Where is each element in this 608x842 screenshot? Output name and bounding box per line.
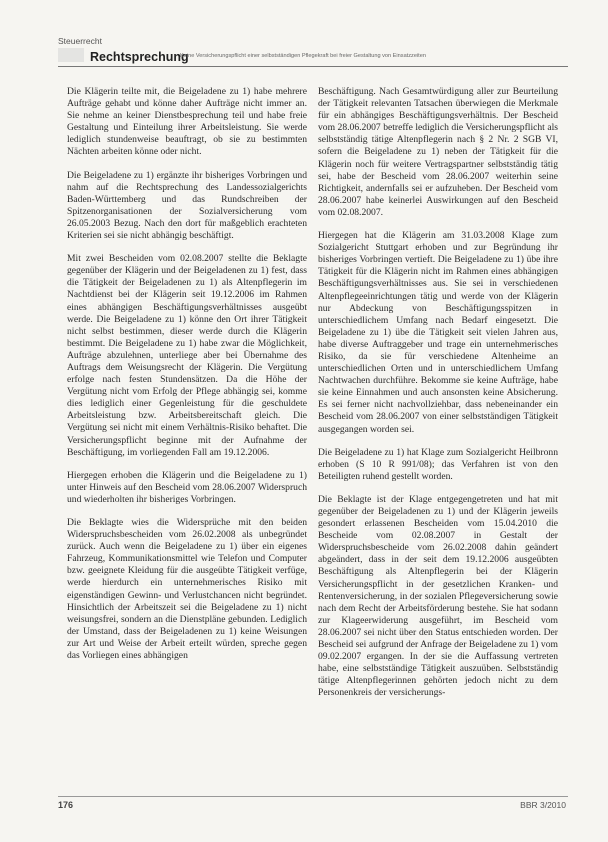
page-subtitle: Keine Versicherungspflicht einer selbstständigen Pflegekraft bei freier Gestaltung von Einsatzzeiten [180, 53, 426, 59]
page-title: Rechtsprechung [90, 50, 189, 64]
paragraph: Die Klägerin teilte mit, die Beigeladene zu 1) habe mehrere Aufträge gehabt und könne daher Aufträge nicht immer an. Sie nehme an keiner Dienstbesprechung teil und habe freie Gestaltung und Einteilung ihrer Arbeitsleistung. Sie werde lediglich stundenweise beauftragt, ob sie zu bestimmten Nächten arbeiten könne oder nicht. [67, 86, 307, 158]
paragraph: Hiergegen erhoben die Klägerin und die Beigeladene zu 1) unter Hinweis auf den Bescheid vom 28.06.2007 Widerspruch und wiederholten ihr bisheriges Vorbringen. [67, 469, 307, 505]
paragraph: Die Beigeladene zu 1) ergänzte ihr bisheriges Vorbringen und nahm auf die Rechtsprechung des Landessozialgerichts Baden-Württemberg und das Rundschreiben der Spitzenorganisationen der Sozialversicherung vom 26.05.2003 Bezug. Nach den dort für maßgeblich erachteten Kriterien sei sie nicht abhängig beschäftigt. [67, 169, 307, 242]
paragraph: Die Beklagte wies die Widersprüche mit den beiden Widerspruchsbescheiden vom 26.02.2008 als unbegründet zurück. Auch wenn die Beigeladene zu 1) über ein eigenes Fahrzeug, Kommunikationsmittel wie Telefon und Computer bzw. geeignete Kleidung für die ausgeübte Tätigkeit verfüge, werde hierdurch ein unternehmerisches Risiko mit eigenständigen Gewinn- und Verlustchancen nicht begründet. Hinsichtlich der Arbeitszeit sei die Beigeladene zu 1) nicht weisungsfrei, sondern an die Dienstpläne gebunden. Lediglich der Umstand, dass der Beigeladenen zu 1) keine Weisungen zur Art und Weise der Arbeit erteilt würden, spreche gegen das Vorliegen eines abhängigen [67, 517, 307, 662]
right-column [318, 86, 558, 711]
paragraph: Die Beklagte ist der Klage entgegengetreten und hat mit gegenüber der Beigeladenen zu 1) und der Klägerin jeweils gesondert erlassenen Bescheiden vom 15.04.2010 die Bescheide vom 02.08.2007 in Gestalt der Widerspruchsbescheide vom 26.02.2008 dahin geändert abgeändert, dass in der seit dem 19.12.2006 ausgeübten Beschäftigung als Altenpflegerin bei der Klägerin Versicherungspflicht in der gesetzlichen Kranken- und Rentenversicherung, in der sozialen Pflegeversicherung sowie nach dem Recht der Arbeitsförderung bestehe. Sie hat sodann zur Klageerwiderung ausgeführt, im Bescheid vom 28.06.2007 sei nicht über den Status entschieden worden. Der Bescheid sei aufgrund der Anfrage der Beigeladene zu 1) vom 09.02.2007 ergangen. In der sie die Auffassung vertreten habe, eine selbstständige Tätigkeit auszuüben. Selbstständig tätige Altenpflegerinnen gehörten jedoch nicht zu dem Personenkreis der versicherungs- [318, 493, 558, 699]
header-divider [58, 66, 568, 67]
section-marker [58, 48, 84, 62]
page-number: 176 [58, 800, 74, 810]
journal-reference: BBR 3/2010 [520, 800, 566, 810]
paragraph: Beschäftigung. Nach Gesamtwürdigung aller zur Beurteilung der Tätigkeit relevanten Tatsachen überwiegen die Merkmale für ein abhängiges Beschäftigungsverhältnis. Der Bescheid vom 28.06.2007 betreffe lediglich die Versicherungspflicht als selbstständig tätige Altenpflegerin nach § 2 Nr. 2 SGB VI, sofern die Beigeladene zu 1) neben der Tätigkeit für die Klägerin noch für weitere Vertragspartner selbstständig tätig sei, habe der Bescheid vom 28.06.2007 weiterhin seine Richtigkeit, andernfalls sei er aufzuheben. Der Bescheid vom 28.06.2007 habe keinerlei Auswirkungen auf den Bescheid vom 02.08.2007. [318, 86, 558, 218]
left-column [67, 86, 307, 673]
footer-divider [58, 796, 568, 797]
paragraph: Mit zwei Bescheiden vom 02.08.2007 stellte die Beklagte gegenüber der Klägerin und der Beigeladenen zu 1) fest, dass die Tätigkeit der Beigeladenen zu 1) als Altenpflegerin im Nachtdienst bei der Klägerin seit 19.12.2006 im Rahmen eines abhängigen Beschäftigungsverhältnisses ausgeübt werde. Die Beigeladene zu 1) könne den Ort ihrer Tätigkeit nicht selbst bestimmen, dieser werde durch die Klägerin bestimmt. Die Beigeladene zu 1) habe zwar die Möglichkeit, Aufträge abzulehnen, unterliege aber bei Übernahme des Auftrags dem Weisungsrecht der Klägerin. Die Vergütung erfolge nach festen Stundensätzen. Da die Höhe der Vergütung nicht vom Erfolg der Pflege abhängig sei, komme dies lediglich einer Gegenleistung für die geschuldete Arbeitsleistung bzw. Arbeitsbereitschaft gleich. Die Vergütung sei nicht mit einem Verhältnis-Risiko behaftet. Die Versicherungspflicht beginne mit der Aufnahme der Beschäftigung, im vorliegenden Fall am 19.12.2006. [67, 253, 307, 458]
section-label: Steuerrecht [58, 36, 102, 46]
paragraph: Hiergegen hat die Klägerin am 31.03.2008 Klage zum Sozialgericht Stuttgart erhoben und zur Begründung ihr bisheriges Vorbringen vertieft. Die Beigeladene zu 1) übe ihre Tätigkeit für die Klägerin nicht im Rahmen eines abhängigen Beschäftigungsverhältnisses aus. Sie sei in verschiedenen Altenpflegeeinrichtungen tätig und werde von der Klägerin nur Abdeckung von Beschäftigungsspitzen in unterschiedlichem Umfang nach Bedarf eingesetzt. Die Beigeladene zu 1) übe die Tätigkeit seit vielen Jahren aus, habe diverse Auftraggeber und trage ein unternehmerisches Risiko, da sie für verschiedene Altenheime an unterschiedlichen Orten und in unterschiedlichem Umfang Nachtwachen durchführe. Bekomme sie keine Aufträge, habe sie keine Einnahmen und auch ansonsten keine Absicherung. Es sei ferner nicht nachvollziehbar, dass nebeneinander ein Bescheid vom 28.06.2007 von einer selbstständigen Tätigkeit ausgegangen worden sei. [318, 230, 558, 435]
paragraph: Die Beigeladene zu 1) hat Klage zum Sozialgericht Heilbronn erhoben (S 10 R 991/08); das Verfahren ist von den Beteiligten ruhend gestellt worden. [318, 446, 558, 482]
